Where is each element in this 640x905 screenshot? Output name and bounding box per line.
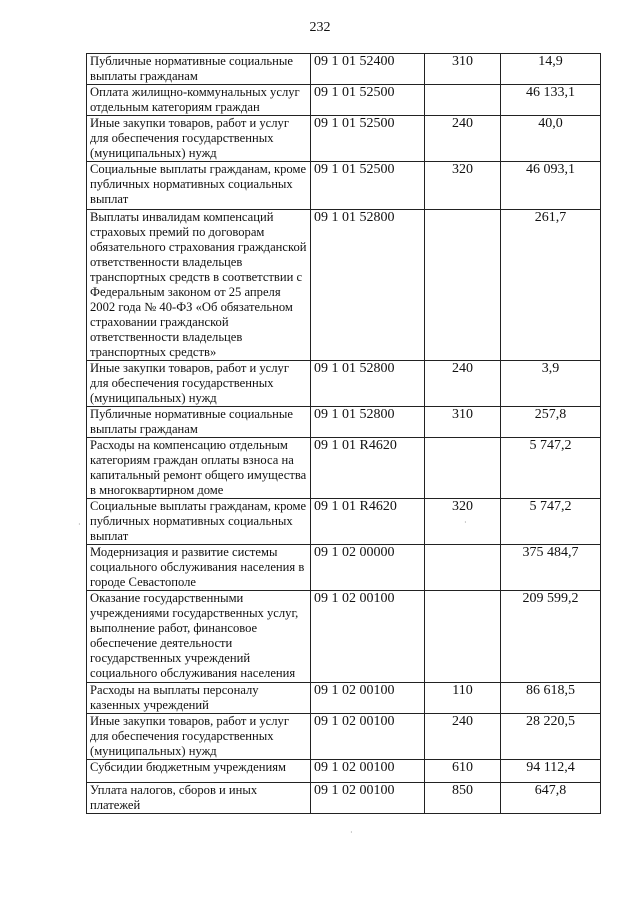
row-expense-type [425, 438, 501, 499]
row-amount: 647,8 [501, 783, 601, 814]
row-code: 09 1 02 00100 [311, 783, 425, 814]
row-code: 09 1 02 00100 [311, 683, 425, 714]
row-expense-type [425, 545, 501, 591]
page-number: 232 [309, 20, 331, 35]
table-row [87, 760, 601, 783]
budget-table [86, 53, 601, 814]
row-code: 09 1 01 52800 [311, 407, 425, 438]
row-amount: 28 220,5 [501, 714, 601, 760]
row-amount: 46 093,1 [501, 162, 601, 210]
row-description: Оказание государственными учреждениями государственных услуг, выполнение работ, финансовое обеспечение деятельности государственных учреждений социального обслуживания населения [87, 591, 311, 683]
row-expense-type: 240 [425, 714, 501, 760]
row-expense-type: 850 [425, 783, 501, 814]
row-code: 09 1 02 00100 [311, 760, 425, 783]
table-row [87, 210, 601, 361]
row-description: Иные закупки товаров, работ и услуг для обеспечения государственных (муниципальных) нужд [87, 116, 311, 162]
row-code: 09 1 02 00100 [311, 714, 425, 760]
row-amount: 5 747,2 [501, 499, 601, 545]
row-code: 09 1 01 52800 [311, 210, 425, 361]
table-row [87, 162, 601, 210]
table-row [87, 499, 601, 545]
row-description: Социальные выплаты гражданам, кроме публичных нормативных социальных выплат [87, 499, 311, 545]
row-expense-type: 610 [425, 760, 501, 783]
row-amount: 14,9 [501, 54, 601, 85]
row-amount: 3,9 [501, 361, 601, 407]
row-amount: 5 747,2 [501, 438, 601, 499]
row-expense-type: 110 [425, 683, 501, 714]
row-code: 09 1 01 52500 [311, 116, 425, 162]
row-description: Публичные нормативные социальные выплаты гражданам [87, 407, 311, 438]
table-row [87, 783, 601, 814]
row-expense-type [425, 85, 501, 116]
row-description: Субсидии бюджетным учреждениям [87, 760, 311, 783]
row-description: Публичные нормативные социальные выплаты гражданам [87, 54, 311, 85]
row-expense-type: 320 [425, 162, 501, 210]
row-amount: 46 133,1 [501, 85, 601, 116]
row-code: 09 1 01 52400 [311, 54, 425, 85]
row-description: Расходы на выплаты персоналу казенных учреждений [87, 683, 311, 714]
row-description: Оплата жилищно-коммунальных услуг отдельным категориям граждан [87, 85, 311, 116]
table-row [87, 683, 601, 714]
row-code: 09 1 01 R4620 [311, 499, 425, 545]
row-expense-type: 310 [425, 407, 501, 438]
row-expense-type: 310 [425, 54, 501, 85]
row-code: 09 1 01 R4620 [311, 438, 425, 499]
scan-speck: · [78, 520, 81, 529]
row-amount: 86 618,5 [501, 683, 601, 714]
row-description: Социальные выплаты гражданам, кроме публичных нормативных социальных выплат [87, 162, 311, 210]
row-description: Выплаты инвалидам компенсаций страховых премий по договорам обязательного страхования гражданской ответственности владельцев транспортных средств в соответствии с Федеральным законом от 25 апреля 2002 года № 40-ФЗ «Об обязательном страховании гражданской ответственности владельцев транспортных средств» [87, 210, 311, 361]
scan-speck: · [464, 518, 467, 527]
row-amount: 94 112,4 [501, 760, 601, 783]
table-row [87, 361, 601, 407]
row-amount: 261,7 [501, 210, 601, 361]
table-row [87, 116, 601, 162]
row-expense-type: 240 [425, 361, 501, 407]
table-row [87, 407, 601, 438]
table-row [87, 438, 601, 499]
table-row [87, 54, 601, 85]
row-amount: 209 599,2 [501, 591, 601, 683]
row-code: 09 1 01 52500 [311, 85, 425, 116]
row-amount: 375 484,7 [501, 545, 601, 591]
row-expense-type [425, 210, 501, 361]
table-row [87, 545, 601, 591]
table-row [87, 85, 601, 116]
row-expense-type: 240 [425, 116, 501, 162]
scan-speck: · [350, 828, 353, 837]
row-description: Модернизация и развитие системы социального обслуживания населения в городе Севастополе [87, 545, 311, 591]
row-description: Иные закупки товаров, работ и услуг для обеспечения государственных (муниципальных) нужд [87, 714, 311, 760]
row-code: 09 1 01 52800 [311, 361, 425, 407]
table-row [87, 714, 601, 760]
row-code: 09 1 02 00000 [311, 545, 425, 591]
row-description: Расходы на компенсацию отдельным категориям граждан оплаты взноса на капитальный ремонт общего имущества в многоквартирном доме [87, 438, 311, 499]
row-amount: 257,8 [501, 407, 601, 438]
table-row [87, 591, 601, 683]
row-description: Иные закупки товаров, работ и услуг для обеспечения государственных (муниципальных) нужд [87, 361, 311, 407]
row-description: Уплата налогов, сборов и иных платежей [87, 783, 311, 814]
row-expense-type [425, 591, 501, 683]
row-code: 09 1 02 00100 [311, 591, 425, 683]
row-expense-type: 320 [425, 499, 501, 545]
row-code: 09 1 01 52500 [311, 162, 425, 210]
row-amount: 40,0 [501, 116, 601, 162]
